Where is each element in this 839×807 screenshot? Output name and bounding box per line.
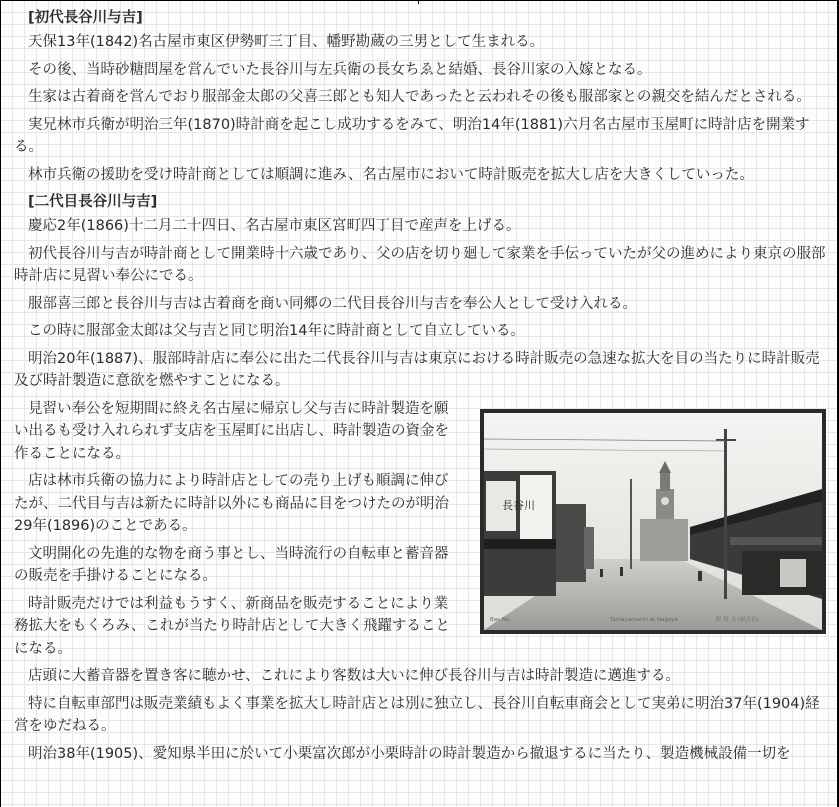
section-heading-second-generation: [二代目長谷川与吉] bbox=[28, 194, 158, 210]
paragraph: 林市兵衛の援助を受け時計商としては順調に進み、名古屋市において時計販売を拡大し店を大きくしていった。 bbox=[28, 166, 754, 183]
paragraph: 特に自転車部門は販売業績もよく事業を拡大し時計店とは別に独立し、長谷川自転車商会として実弟に明治37年(1904)経営をゆだねる。 bbox=[14, 695, 820, 734]
section-heading-first-generation: [初代長谷川与吉] bbox=[28, 10, 143, 26]
paragraph: 初代長谷川与吉が時計商として開業時十六歳であり、父の店を切り廻して家業を手伝っていたが父の進めにより東京の服部時計店に見習い奉公にでる。 bbox=[14, 245, 826, 284]
paragraph: 実兄林市兵衛が明治三年(1870)時計商を起こし成功するをみて、明治14年(1881)六月名古屋市玉屋町に時計店を開業する。 bbox=[14, 116, 810, 155]
paragraph: 文明開化の先進的な物を商う事とし、当時流行の自転車と蓄音器の販売を手掛けることになる。 bbox=[14, 545, 449, 584]
photo-caption-right: 町 屋 玉 (屋古名) bbox=[716, 616, 759, 623]
top-border-tick bbox=[418, 0, 419, 4]
photo-caption-center: Tamayamachi at Nagoya bbox=[610, 616, 678, 623]
historical-street-photo bbox=[480, 409, 826, 634]
paragraph: 明治38年(1905)、愛知県半田に於いて小栗富次郎が小栗時計の時計製造から撤退するに当たり、製造機械設備一切を bbox=[28, 745, 791, 762]
paragraph: 明治20年(1887)、服部時計店に奉公に出た二代長谷川与吉は東京における時計販売の急速な拡大を目の当たりに時計販売及び時計製造に意欲を燃やすことになる。 bbox=[14, 350, 820, 389]
paragraph: 慶応2年(1866)十二月二十四日、名古屋市東区宮町四丁目で産声を上げる。 bbox=[28, 218, 521, 234]
paragraph: 店は林市兵衛の協力により時計店としての売り上げも順調に伸びたが、二代目与吉は新たに時計以外にも商品に目をつけたのが明治29年(1896)のことである。 bbox=[14, 473, 449, 534]
paragraph: 服部喜三郎と長谷川与吉は古着商を商い同郷の二代目長谷川与吉を奉公人として受け入れる。 bbox=[28, 295, 637, 312]
left-border bbox=[0, 0, 1, 807]
paragraph: 天保13年(1842)名古屋市東区伊勢町三丁目、幡野勘蔵の三男として生まれる。 bbox=[28, 34, 545, 50]
paragraph: 見習い奉公を短期間に終え名古屋に帰京し父与吉に時計製造を願い出るも受け入れられず支店を玉屋町に出店し、時計製造の資金を作ることになる。 bbox=[14, 400, 449, 462]
shop-sign-text: 長谷川 bbox=[502, 498, 535, 512]
paragraph: 店頭に大蓄音器を置き客に聴かせ、これにより客数は大いに伸び長谷川与吉は時計製造に邁進する。 bbox=[28, 668, 681, 684]
street-photo-image bbox=[480, 409, 826, 634]
paragraph: この時に服部金太郎は父与吉と同じ明治14年に時計商として自立している。 bbox=[28, 323, 525, 339]
article-content bbox=[14, 7, 826, 770]
paragraph: 時計販売だけでは利益もうすく、新商品を販売することにより業務拡大をもくろみ、これが当たり時計店として大きく飛躍することになる。 bbox=[14, 595, 450, 657]
photo-caption-left: Bas No. bbox=[490, 616, 511, 623]
paragraph: その後、当時砂糖問屋を営んでいた長谷川与左兵衛の長女ちゑと結婚、長谷川家の入嫁となる。 bbox=[28, 61, 652, 78]
top-border bbox=[0, 0, 839, 1]
paragraph: 生家は古着商を営んでおり服部金太郎の父喜三郎とも知人であったと云われその後も服部家との親交を結んだとされる。 bbox=[28, 89, 811, 105]
